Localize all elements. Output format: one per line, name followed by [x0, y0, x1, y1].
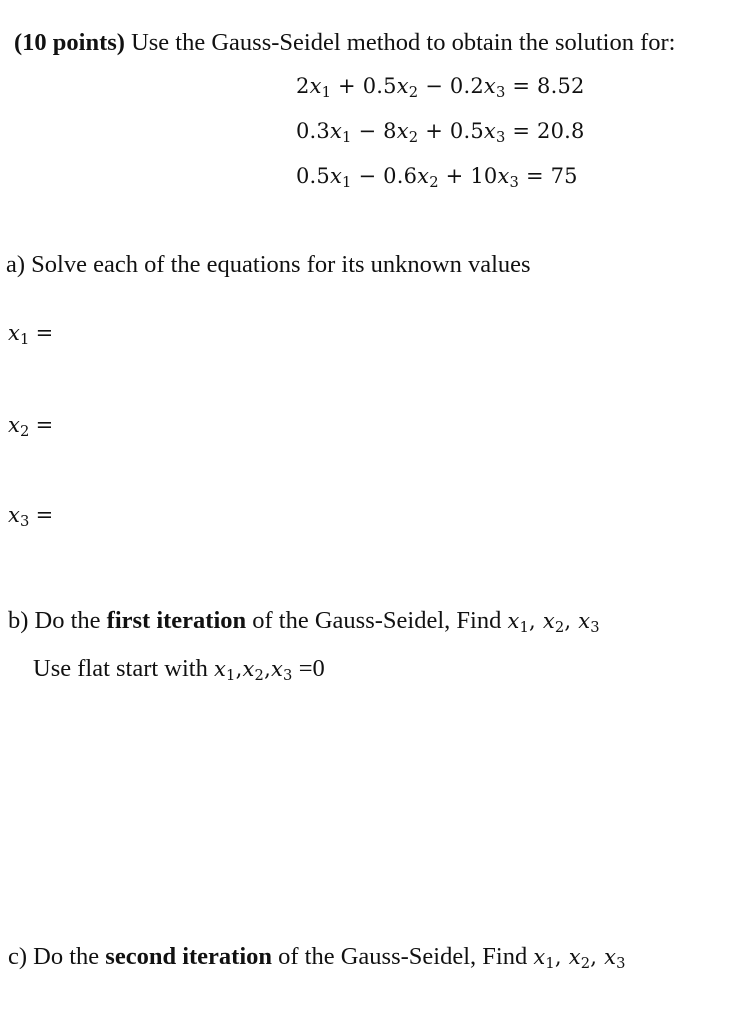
- equation-3: $0.5x_1 - 0.6x_2 + 10x_3 = 75$: [296, 164, 578, 192]
- part-a-prompt: a) Solve each of the equations for its unknown values: [6, 251, 531, 278]
- answer-x3: $x_3$ =: [8, 503, 54, 531]
- answer-x2: $x_2$ =: [8, 413, 54, 441]
- part-b-prompt: b) Do the first iteration of the Gauss-Seidel, Find $x_1$, $x_2$, $x_3$: [8, 607, 600, 637]
- equation-1: $2x_1 + 0.5x_2 - 0.2x_3 = 8.52$: [296, 74, 585, 102]
- problem-statement: [14, 31, 675, 56]
- flat-start-note: Use flat start with $x_1,x_2,x_3 =0$: [33, 655, 325, 685]
- problem-intro: Use the Gauss-Seidel method to obtain the solution for:: [124, 29, 676, 56]
- points-label: (10 points): [14, 29, 125, 56]
- part-c-prompt: c) Do the second iteration of the Gauss-Seidel, Find $x_1$, $x_2$, $x_3$: [8, 943, 626, 973]
- answer-x1: $x_1$ =: [8, 321, 54, 349]
- equation-2: $0.3x_1 - 8x_2 + 0.5x_3 = 20.8$: [296, 119, 585, 147]
